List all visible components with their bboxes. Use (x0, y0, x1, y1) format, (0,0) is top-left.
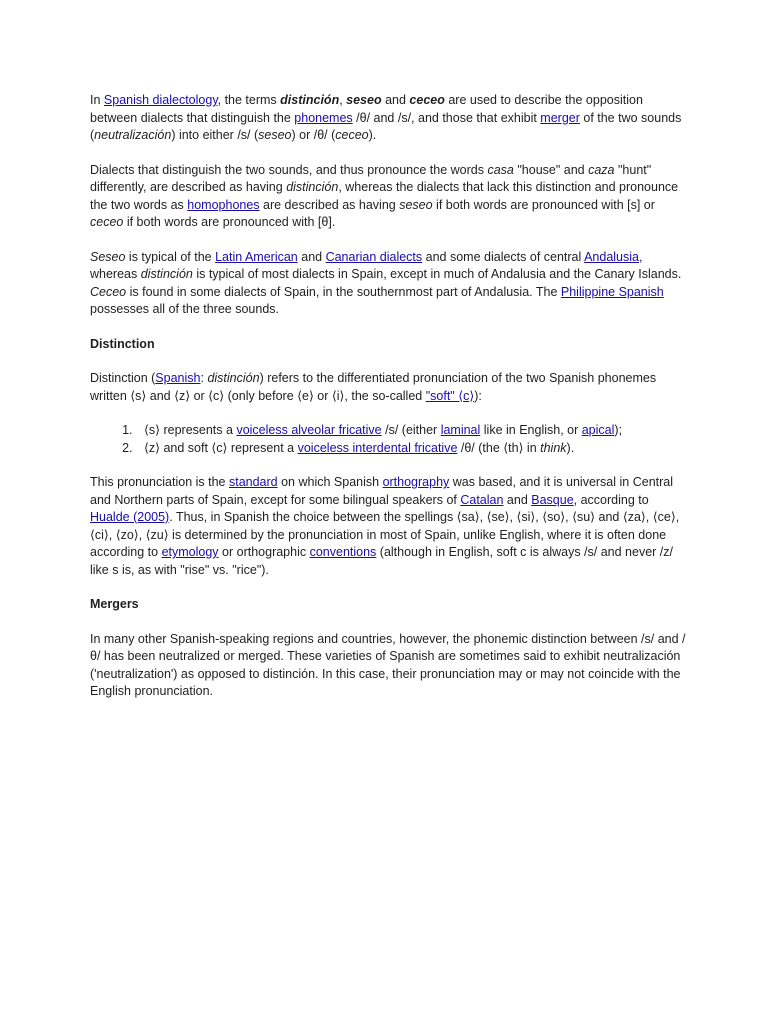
text: is typical of the (125, 249, 216, 264)
term-caza: caza (588, 162, 615, 177)
section-heading-mergers: Mergers (90, 597, 139, 611)
term-seseo: seseo (346, 93, 382, 107)
link-voiceless-interdental-fricative[interactable]: voiceless interdental fricative (297, 440, 458, 455)
term-think: think (540, 440, 567, 455)
text: is found in some dialects of Spain, in the southernmost part of Andalusia. The (126, 284, 561, 299)
numbered-list (90, 422, 690, 457)
text: , whereas (90, 249, 643, 281)
link-conventions[interactable]: conventions (309, 545, 377, 559)
text: are described as having (259, 197, 400, 212)
text: Dialects that distinguish the two sounds, and thus pronounce the words (90, 162, 488, 177)
paragraph-mergers: In many other Spanish-speaking regions and countries, however, the phonemic distinction between /s/ and /θ/ has been neutralized or merged. These varieties of Spanish are sometimes said to exhibit neutralización ('neutralization') as opposed to distinción. In this case, their pronunciation may or may not coincide with the English pronunciation. (90, 631, 686, 698)
term-ceceo: Ceceo (90, 284, 127, 299)
text: This pronunciation is the (90, 475, 229, 489)
text: ) into either /s/ ( (171, 128, 259, 142)
text: if both words are pronounced with [θ]. (123, 215, 336, 229)
text: and some dialects of central (422, 249, 585, 264)
text: Distinction ( (90, 371, 156, 385)
paragraph-distinction (90, 370, 690, 405)
text: ). (368, 128, 377, 142)
text: /θ/ and /s/, and those that exhibit (352, 110, 541, 125)
text: and (503, 492, 532, 507)
link-laminal[interactable]: laminal (440, 423, 481, 437)
text: /s/ (either (381, 423, 441, 437)
link-homophones[interactable]: homophones (187, 197, 260, 212)
text: is typical of most dialects in Spain, except in much of Andalusia and the Canary Islands. (192, 267, 682, 281)
text: "hunt" differently, are described as having (90, 162, 652, 194)
term-seseo: seseo (399, 197, 433, 212)
term-neutralizacion: neutralización (94, 128, 172, 142)
text: , whereas the dialects that lack this distinction and pronounce the two words as (90, 180, 679, 212)
paragraph-seseo (90, 249, 690, 319)
text: on which Spanish (277, 475, 383, 489)
term-distincion: distinción (286, 180, 339, 194)
text: , according to (573, 492, 649, 507)
text: ⟨z⟩ and soft ⟨c⟩ represent a (144, 440, 298, 455)
text: ) or /θ/ ( (291, 128, 336, 142)
link-hualde-2005[interactable]: Hualde (2005) (90, 510, 170, 524)
text: are used to describe the opposition between dialects that distinguish the (90, 93, 643, 125)
term-casa: casa (487, 162, 514, 177)
term-distincion: distinción (207, 371, 260, 385)
link-voiceless-alveolar-fricative[interactable]: voiceless alveolar fricative (236, 423, 382, 437)
text: and (381, 93, 410, 107)
text: ). (566, 440, 575, 455)
text: and (297, 249, 326, 264)
text: "house" and (513, 162, 589, 177)
term-seseo: Seseo (90, 249, 126, 264)
paragraph-dialects (90, 162, 690, 232)
text: was based, and it is universal in Central and Northern parts of Spain, except for some bilingual speakers of (90, 475, 674, 507)
section-heading-distinction: Distinction (90, 336, 155, 351)
link-soft-c[interactable]: "soft" ⟨c⟩ (425, 388, 475, 403)
text: /θ/ (the ⟨th⟩ in (457, 440, 541, 455)
text: ): (474, 388, 482, 403)
paragraph-standard (90, 474, 690, 579)
text: , (339, 93, 347, 107)
text: possesses all of the three sounds. (90, 302, 280, 316)
link-merger[interactable]: merger (540, 110, 580, 125)
text: ); (614, 423, 623, 437)
text: In (90, 93, 104, 107)
link-catalan[interactable]: Catalan (460, 492, 504, 507)
text: ⟨s⟩ represents a (144, 423, 237, 437)
term-ceceo: ceceo (335, 128, 369, 142)
link-orthography[interactable]: orthography (382, 475, 450, 489)
text: if both words are pronounced with [s] or (432, 197, 655, 212)
link-canarian-dialects[interactable]: Canarian dialects (325, 249, 423, 264)
text: or orthographic (218, 545, 310, 559)
term-ceceo: ceceo (90, 215, 124, 229)
text: like in English, or (480, 423, 582, 437)
text: . Thus, in Spanish the choice between the spellings ⟨sa⟩, ⟨se⟩, ⟨si⟩, ⟨so⟩, ⟨su⟩ and ⟨za⟩, ⟨ce⟩, ⟨ci⟩, ⟨zo⟩, ⟨zu⟩ is determined by the pronunciation in most of Spain, unlike English, where it is often done according to (90, 510, 680, 559)
link-philippine-spanish[interactable]: Philippine Spanish (560, 284, 664, 299)
text: , the terms (217, 93, 281, 107)
document-page (90, 92, 690, 718)
term-distincion: distinción (140, 267, 193, 281)
link-phonemes[interactable]: phonemes (294, 110, 353, 125)
link-basque[interactable]: Basque (531, 492, 574, 507)
link-spanish[interactable]: Spanish (155, 371, 201, 385)
text: ) refers to the differentiated pronunciation of the two Spanish phonemes written ⟨s⟩ and ⟨z⟩ or ⟨c⟩ (only before ⟨e⟩ or ⟨i⟩, the so-called (90, 371, 657, 403)
list-item (136, 422, 690, 440)
list-item (136, 440, 690, 458)
link-standard[interactable]: standard (228, 475, 278, 489)
link-andalusia[interactable]: Andalusia (584, 249, 639, 264)
paragraph-intro (90, 92, 690, 145)
term-distincion: distinción (280, 93, 340, 107)
link-apical[interactable]: apical (581, 423, 615, 437)
text: : (200, 371, 208, 385)
link-etymology[interactable]: etymology (161, 545, 219, 559)
text: (although in English, soft c is always /s/ and never /z/ like s is, as with "rise" vs. "rice"). (90, 545, 673, 577)
link-latin-american[interactable]: Latin American (215, 249, 298, 264)
text: of the two sounds ( (90, 110, 682, 142)
link-spanish-dialectology[interactable]: Spanish dialectology (103, 93, 218, 107)
term-seseo: seseo (258, 128, 292, 142)
term-ceceo: ceceo (409, 93, 445, 107)
